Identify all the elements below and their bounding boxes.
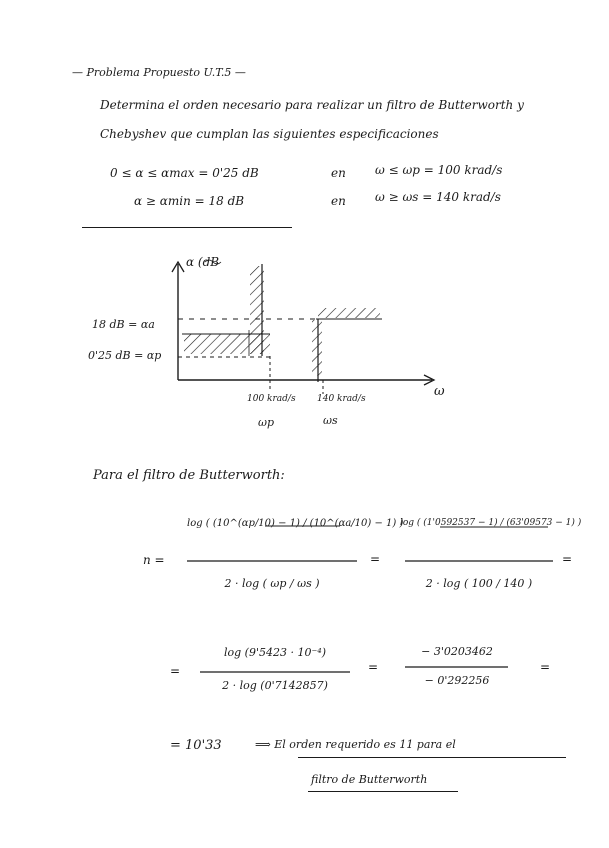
stopband-wall-hatch — [312, 320, 322, 376]
statement-line-2: Chebyshev que cumplan las siguientes especificaciones — [100, 127, 439, 141]
title-dash: — — [231, 66, 246, 79]
spec-row1-mid: en — [331, 166, 346, 180]
equals-1: = — [370, 552, 381, 566]
denominator-1: 2 · log ( ωp / ωs ) — [224, 577, 320, 590]
statement-line-1: Determina el orden necesario para realizar un filtro de Butterworth y — [100, 98, 524, 112]
equals-5: = — [540, 660, 551, 674]
butterworth-heading: Para el filtro de Butterworth: — [93, 468, 285, 483]
numerator-1: log ( (10^(αp/10) − 1) / (10^(αa/10) − 1) ) — [187, 518, 404, 529]
title-dash: — — [72, 66, 87, 79]
equals-2: = — [562, 552, 573, 566]
conclusion-underline-1 — [298, 757, 566, 758]
wp-symbol: ωp — [258, 416, 275, 429]
spec-row1-right: ω ≤ ωp = 100 krad/s — [375, 163, 503, 177]
conclusion-underline-2 — [308, 791, 458, 792]
y-axis-label: α (dB — [186, 255, 220, 269]
spec-row2-left: α ≥ αmin = 18 dB — [134, 194, 245, 208]
spec-row2-right: ω ≥ ωs = 140 krad/s — [375, 190, 501, 204]
numerator-3: log (9'5423 · 10⁻⁴) — [224, 646, 326, 659]
stopband-top-hatch — [318, 308, 380, 318]
ws-value: 140 krad/s — [317, 394, 366, 404]
equals-3: = — [170, 664, 181, 678]
denominator-4: − 0'292256 — [424, 674, 490, 687]
numerator-2: log ( (1'0592537 − 1) / (63'09573 − 1) ) — [400, 518, 582, 528]
conclusion-line-2: filtro de Butterworth — [311, 773, 428, 786]
wp-value: 100 krad/s — [247, 394, 296, 404]
x-axis-label: ω — [434, 384, 445, 399]
denominator-2: 2 · log ( 100 / 140 ) — [425, 577, 533, 590]
n-label: n = — [143, 553, 165, 567]
spec-row1-left: 0 ≤ α ≤ αmax = 0'25 dB — [110, 166, 259, 180]
alpha-min-label: 18 dB = αa — [92, 318, 155, 331]
numerator-4: − 3'0203462 — [421, 645, 493, 658]
problem-title: Problema Propuesto U.T.5 — [86, 66, 232, 79]
ws-symbol: ωs — [323, 414, 338, 427]
result-value: = 10'33 — [170, 738, 222, 753]
equals-4: = — [368, 660, 379, 674]
spec-row2-mid: en — [331, 194, 346, 208]
conclusion-line-1: ⟹ El orden requerido es 11 para el — [255, 738, 456, 751]
alpha-p-label: 0'25 dB = αp — [88, 349, 162, 362]
denominator-3: 2 · log (0'7142857) — [222, 679, 328, 692]
